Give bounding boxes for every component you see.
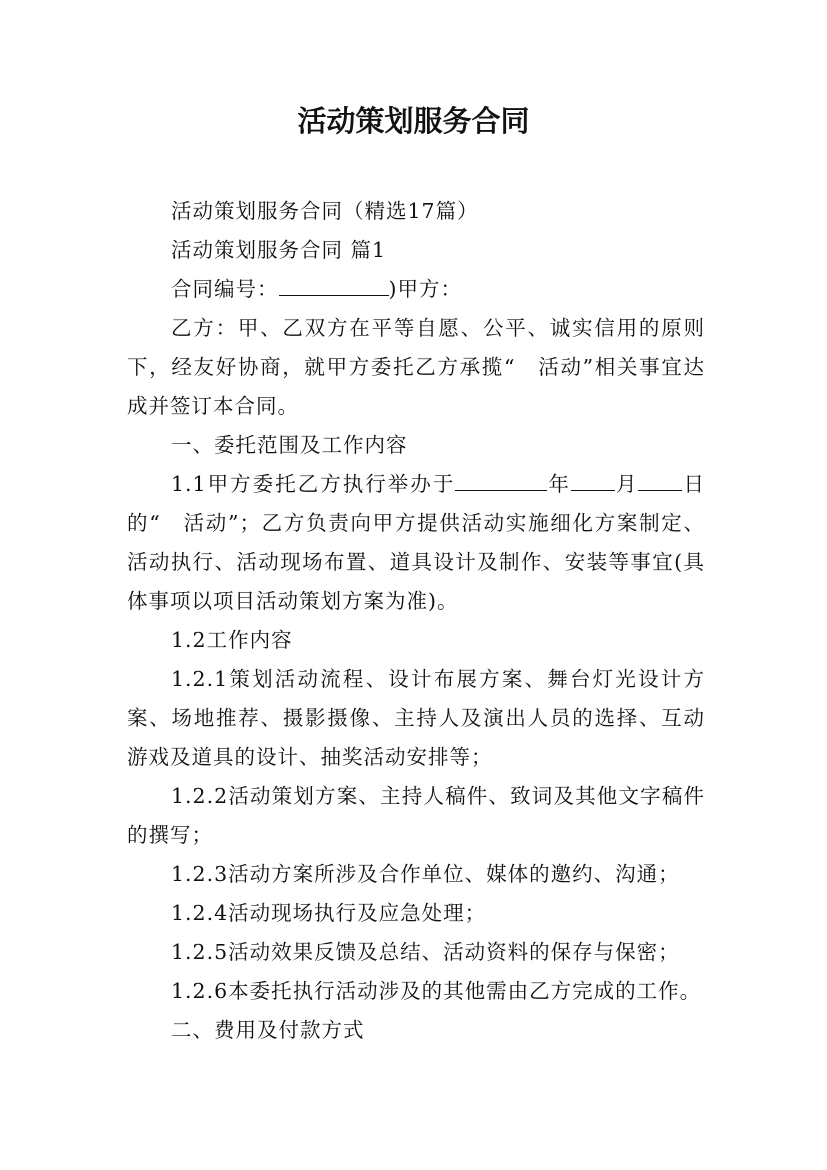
contract-number-blank [279, 273, 389, 296]
year-blank [455, 468, 547, 491]
paragraph-1-1 [127, 465, 705, 621]
paragraph-contract-number [127, 270, 705, 309]
paragraph-section-heading: 活动策划服务合同 篇1 [171, 238, 387, 262]
document-body [127, 192, 705, 1050]
paragraph-party-b: 乙方：甲、乙双方在平等自愿、公平、诚实信用的原则下，经友好协商，就甲方委托乙方承揽“ 活动”相关事宜达成并签订本合同。 [127, 316, 705, 418]
paragraph-1-2-5: 1.2.5活动效果反馈及总结、活动资料的保存与保密； [171, 940, 680, 964]
paragraph-1-2-4: 1.2.4活动现场执行及应急处理； [171, 901, 487, 925]
month-label: 月 [614, 472, 639, 496]
paragraph-1-2-1: 1.2.1策划活动流程、设计布展方案、舞台灯光设计方案、场地推荐、摄影摄像、主持人及演出人员的选择、互动游戏及道具的设计、抽奖活动安排等； [127, 667, 705, 769]
paragraph-heading-fees: 二、费用及付款方式 [171, 1018, 365, 1042]
day-blank [638, 468, 682, 491]
clause-1-1-start: 1.1甲方委托乙方执行举办于 [171, 472, 456, 496]
clause-1-1-rest: 日的“ 活动”；乙方负责向甲方提供活动实施细化方案制定、活动执行、活动现场布置、道具设计及制作、安装等事宜(具体事项以项目活动策划方案为准)。 [127, 472, 706, 613]
paragraph-1-2: 1.2工作内容 [171, 628, 293, 652]
paragraph-1-2-3: 1.2.3活动方案所涉及合作单位、媒体的邀约、沟通； [171, 862, 680, 886]
month-blank [571, 468, 615, 491]
contract-number-label: 合同编号： [171, 277, 279, 301]
party-a-label: )甲方： [388, 277, 462, 301]
paragraph-1-2-2: 1.2.2活动策划方案、主持人稿件、致词及其他文字稿件的撰写； [127, 784, 705, 847]
paragraph-1-2-6: 1.2.6本委托执行活动涉及的其他需由乙方完成的工作。 [171, 979, 702, 1003]
paragraph-heading-scope: 一、委托范围及工作内容 [171, 433, 408, 457]
document-title: 活动策划服务合同 [297, 104, 530, 138]
paragraph-subtitle: 活动策划服务合同（精选17篇） [171, 199, 479, 223]
year-label: 年 [547, 472, 571, 496]
